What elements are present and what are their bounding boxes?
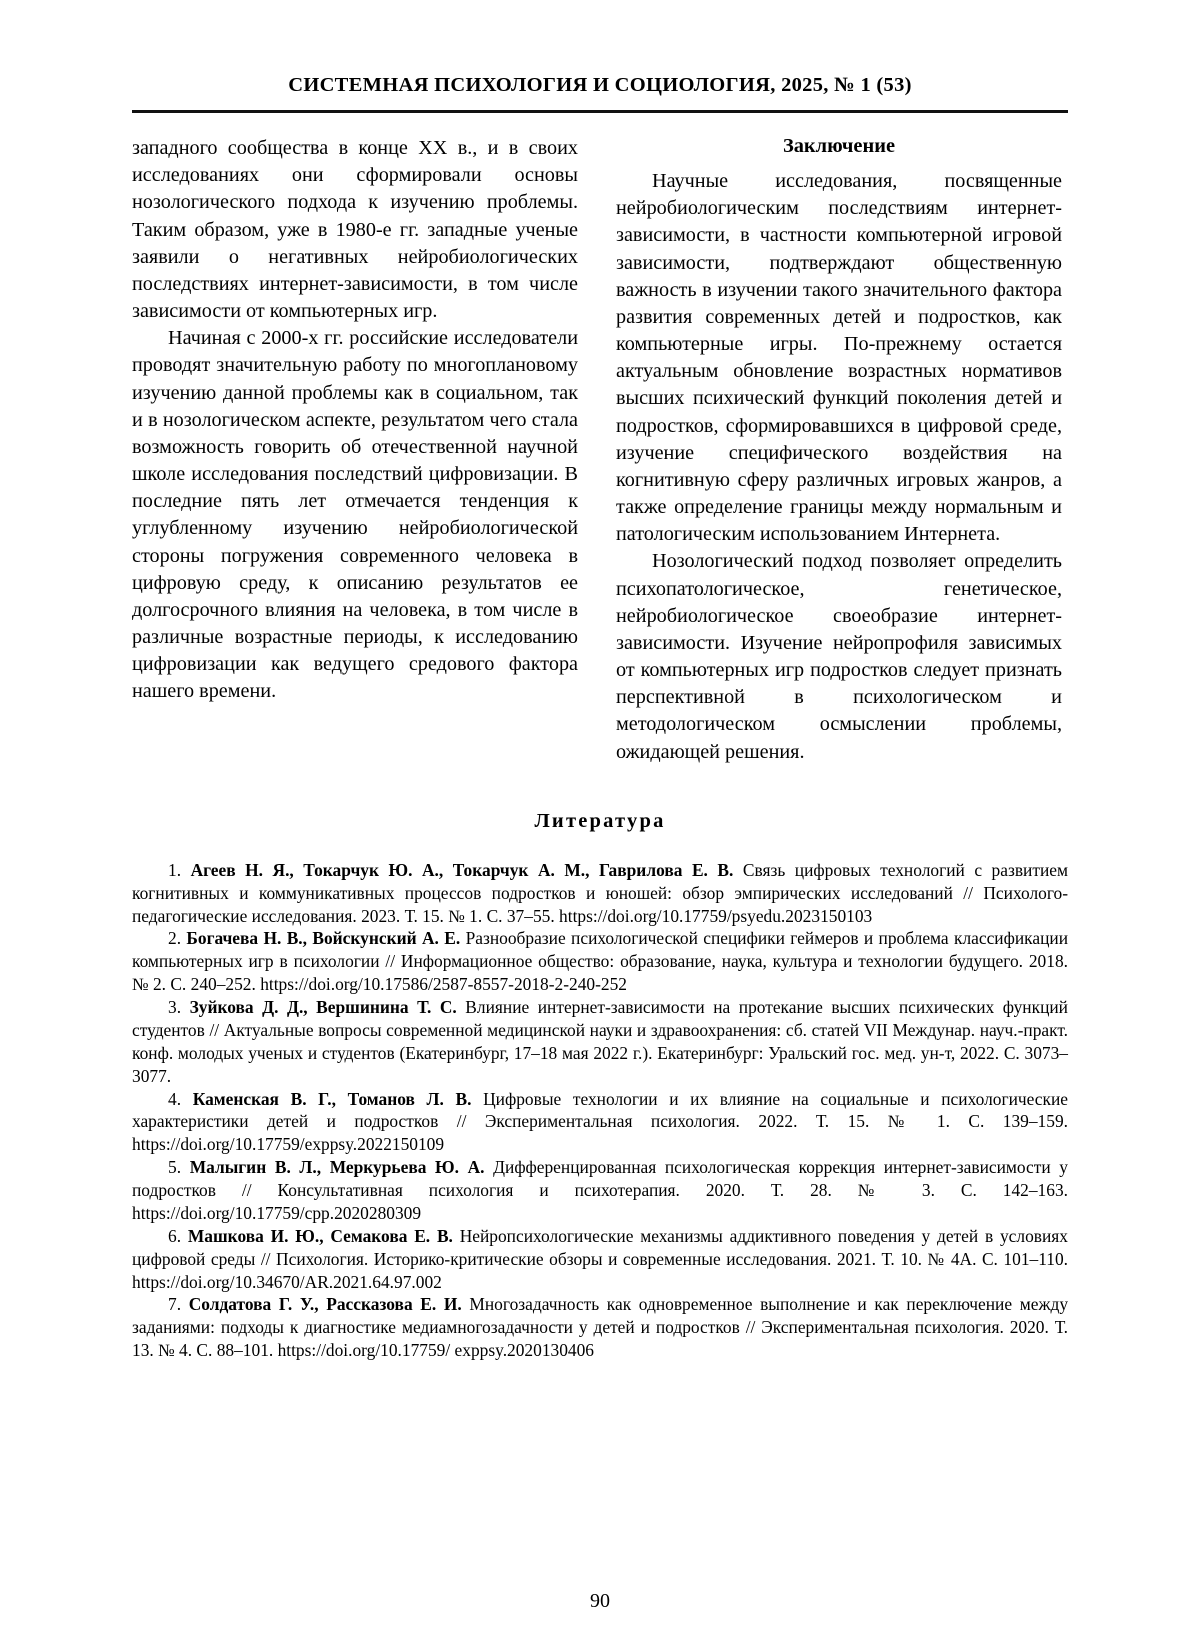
paragraph: Нозологический подход позволяет определить психопатологическое, генетическое, нейробиологическое своеобразие интернет-зависимости. Изучение нейропрофиля зависимых от компьютерных игр подростков следует признать перспективной в психологическом и методологическом осмыслении проблемы, ожидающей решения. (616, 550, 1062, 763)
reference-authors: Малыгин В. Л., Меркурьева Ю. А. (189, 1157, 485, 1178)
reference-number: 2. (168, 928, 182, 949)
header-rule (132, 110, 1068, 113)
reference-item (132, 1088, 1068, 1157)
reference-authors: Каменская В. Г., Томанов Л. В. (192, 1088, 472, 1109)
reference-number: 1. (168, 859, 182, 880)
left-column (132, 135, 578, 766)
literature-section (132, 810, 1068, 1362)
paragraph: западного сообщества в конце XX в., и в своих исследованиях они сформировали основы нозологического подхода к изучению проблемы. Таким образом, уже в 1980-е гг. западные ученые заявили о негативных нейробиологических последствиях интернет-зависимости, в том числе зависимости от компьютерных игр. (132, 137, 578, 323)
section-heading-conclusion: Заключение (782, 135, 896, 157)
running-head: СИСТЕМНАЯ ПСИХОЛОГИЯ И СОЦИОЛОГИЯ, 2025, № 1 (53) (288, 74, 912, 96)
reference-number: 3. (168, 997, 182, 1018)
reference-authors: Богачева Н. В., Войскунский А. Е. (186, 928, 461, 949)
reference-item (132, 1156, 1068, 1225)
reference-authors: Солдатова Г. У., Рассказова Е. И. (188, 1294, 462, 1315)
reference-text: Дифференцированная психологическая коррекция интернет-зависимости у подростков // Консультативная психология и психотерапия. 2020. Т. 28. № 3. С. 142–163. https://doi.org/10.17759/cpp.2020280309 (132, 1157, 1068, 1223)
reference-item (132, 1225, 1068, 1294)
reference-text: Многозадачность как одновременное выполнение и как переключение между заданиями: подходы к диагностике медиамногозадачности у детей и подростков // Экспериментальная психология. 2020. Т. 13. № 4. С. 88–101. https://doi.org/10.17759/ exppsy.2020130406 (132, 1294, 1069, 1361)
page-number: 90 (590, 1590, 610, 1612)
reference-number: 6. (168, 1225, 182, 1246)
reference-text: Нейропсихологические механизмы аддиктивного поведения у детей в условиях цифровой среды // Психология. Историко-критические обзоры и современные исследования. 2021. Т. 10. № 4А. С. 101–110. https://doi.org/10.34670/AR.2021.64.97.002 (132, 1225, 1068, 1292)
reference-item (132, 1293, 1068, 1362)
reference-authors: Зуйкова Д. Д., Вершинина Т. С. (189, 997, 457, 1018)
reference-authors: Машкова И. Ю., Семакова Е. В. (187, 1225, 453, 1246)
reference-number: 7. (168, 1294, 182, 1315)
reference-item (132, 859, 1068, 928)
reference-text: Влияние интернет-зависимости на протекание высших психических функций студентов // Актуальные вопросы современной медицинской науки и здравоохранения: сб. статей VII Междунар. науч.-практ. конф. молодых ученых и студентов (Екатеринбург, 17–18 мая 2022 г.). Екатеринбург: Уральский гос. мед. ун-т, 2022. С. 3073–3077. (132, 997, 1068, 1086)
reference-list (132, 859, 1068, 1362)
right-column (616, 135, 1062, 766)
reference-number: 5. (168, 1157, 182, 1178)
reference-item (132, 996, 1068, 1088)
literature-heading: Литература (534, 809, 666, 832)
reference-number: 4. (168, 1088, 182, 1109)
paragraph: Начиная с 2000-х гг. российские исследователи проводят значительную работу по многоплановому изучению данной проблемы как в социальном, так и в нозологическом аспекте, результатом чего стала возможность говорить об отечественной научной школе исследования последствий цифровизации. В последние пять лет отмечается тенденция к углубленному изучению нейробиологической стороны погружения современного человека в цифровую среду, к описанию результатов ее долгосрочного влияния на человека, в том числе в различные возрастные периоды, к исследованию цифровизации как ведущего средового фактора нашего времени. (132, 327, 578, 703)
reference-authors: Агеев Н. Я., Токарчук Ю. А., Токарчук А. М., Гаврилова Е. В. (190, 859, 734, 880)
two-column-body (132, 135, 1068, 766)
paragraph: Научные исследования, посвященные нейробиологическим последствиям интернет-зависимости, в частности компьютерной игровой зависимости, подтверждают общественную важность в изучении такого значительного фактора развития современных детей и подростков, как компьютерные игры. По-прежнему остается актуальным обновление возрастных нормативов высших психический функций поколения детей и подростков, сформировавшихся в цифровой среде, изучение специфического воздействия на когнитивную сферу различных игровых жанров, а также определение границы между нормальным и патологическим использованием Интернета. (616, 170, 1062, 546)
reference-item (132, 927, 1068, 996)
reference-text: Разнообразие психологической специфики геймеров и проблема классификации компьютерных игр в психологии // Информационное общество: образование, наука, культура и технологии будущего. 2018. № 2. С. 240–252. https://doi.org/10.17586/2587-8557-2018-2-240-252 (132, 928, 1069, 995)
reference-text: Цифровые технологии и их влияние на социальные и психологические характеристики детей и подростков // Экспериментальная психология. 2022. Т. 15. № 1. С. 139–159. https://doi.org/10.17759/exppsy.2022150109 (132, 1088, 1068, 1155)
reference-text: Связь цифровых технологий с развитием когнитивных и коммуникативных процессов подростков и юношей: обзор эмпирических исследований // Психолого-педагогические исследования. 2023. Т. 15. № 1. С. 37–55. https://doi.org/10.17759/psyedu.2023150103 (132, 859, 1068, 926)
